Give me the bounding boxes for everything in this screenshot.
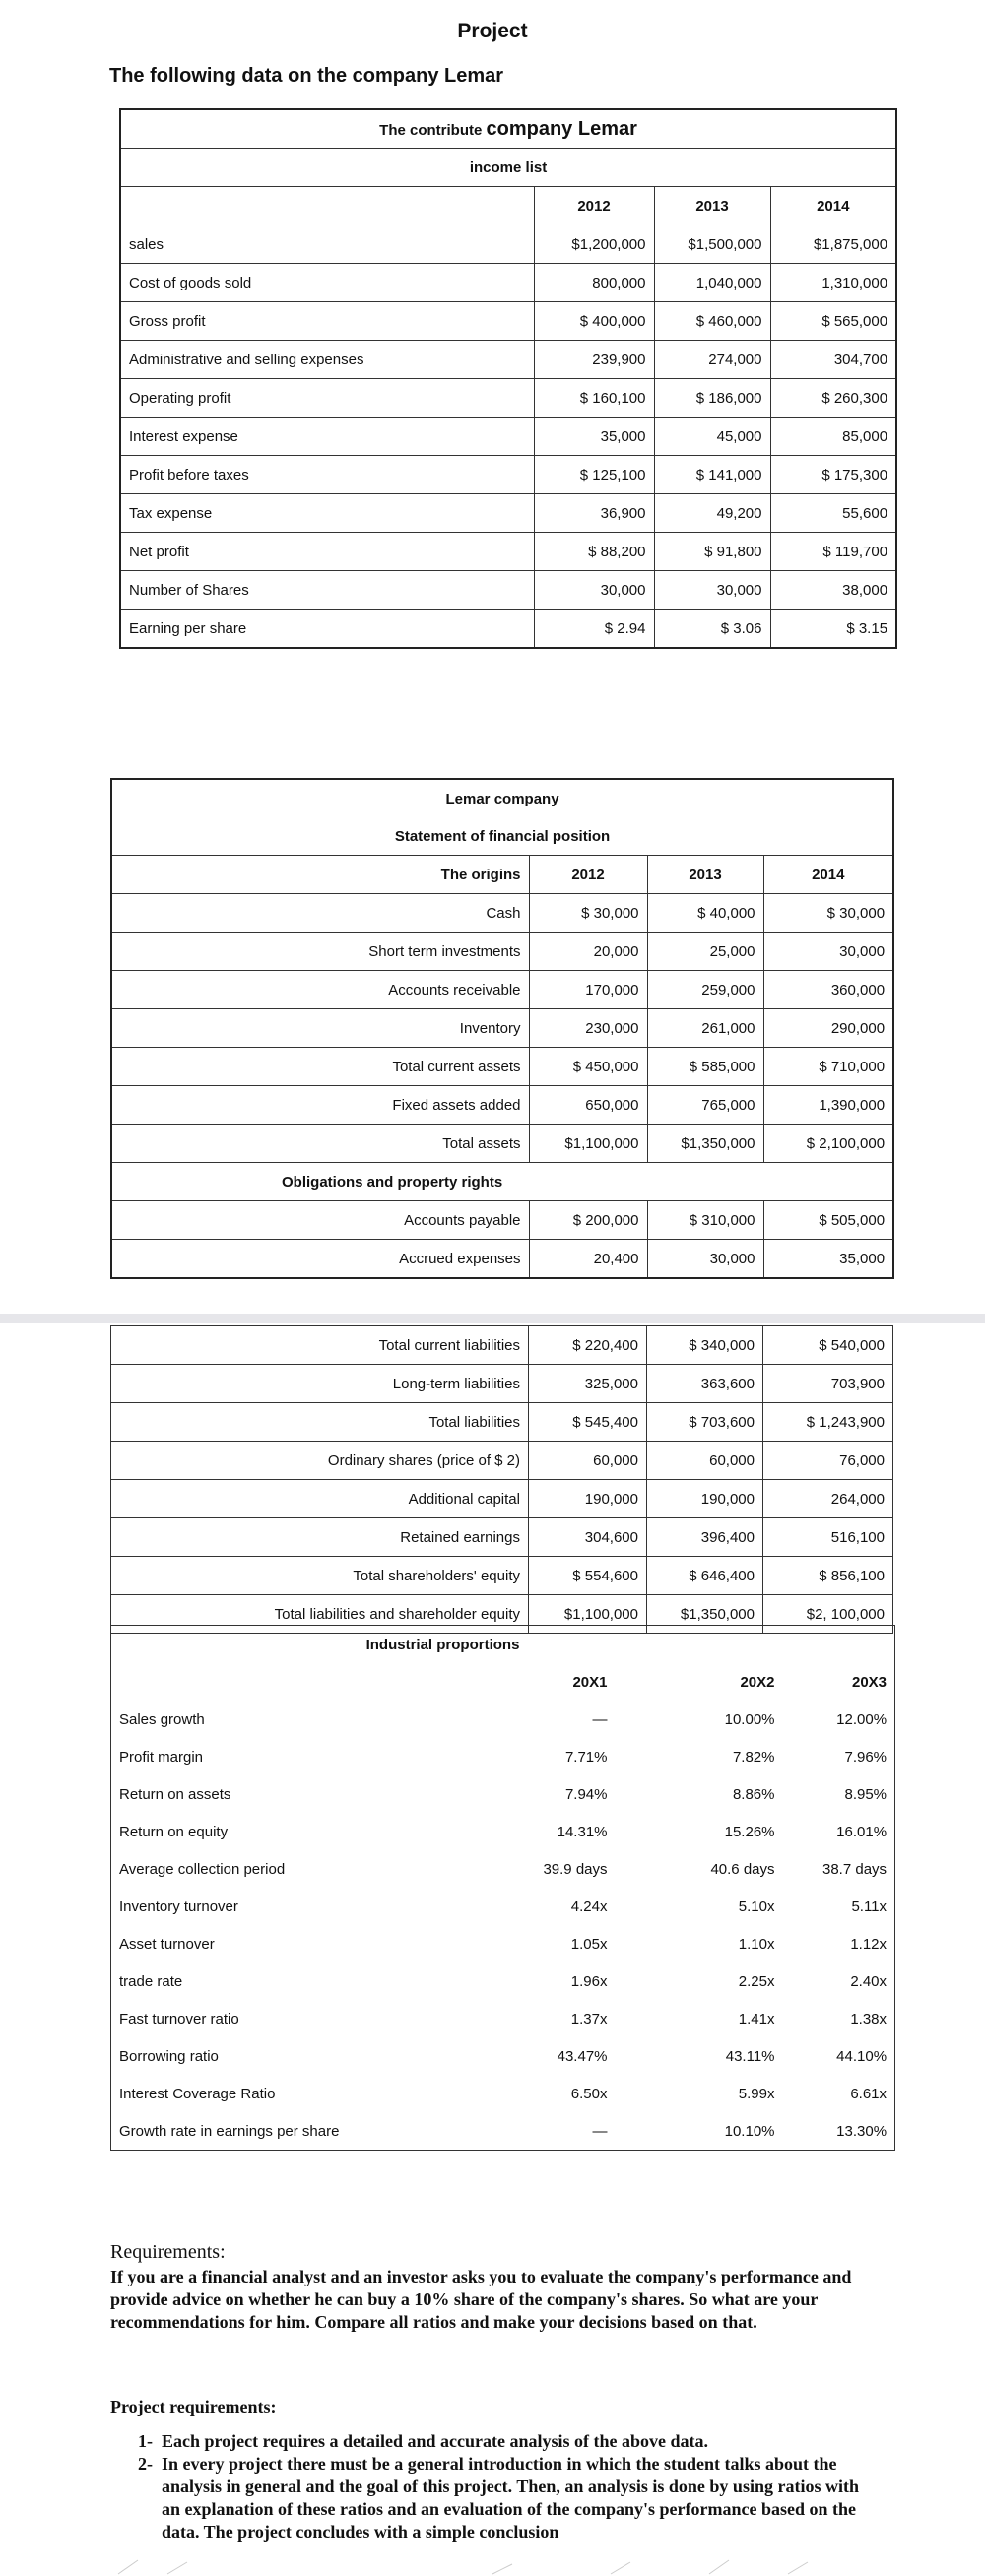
project-requirements-list	[138, 2430, 877, 2544]
equity-value: $ 340,000	[647, 1326, 763, 1365]
ratio-value: 4.24x	[570, 1898, 608, 1915]
ratio-value: 7.71%	[564, 1748, 608, 1766]
equity-label: Total liabilities	[111, 1403, 529, 1442]
ratio-value: 7.94%	[564, 1785, 608, 1803]
requirements-section	[110, 2241, 879, 2334]
income-row-value: $ 88,200	[534, 533, 654, 571]
asset-value: 230,000	[529, 1009, 647, 1048]
ratio-value: 2.40x	[850, 1972, 887, 1990]
income-row-value: $ 125,100	[534, 456, 654, 494]
asset-label: Fixed assets added	[111, 1086, 529, 1125]
ratio-row	[111, 1813, 895, 1850]
income-row-value: $ 565,000	[770, 302, 896, 341]
ratio-row	[111, 2112, 895, 2151]
equity-value: 190,000	[647, 1480, 763, 1518]
income-row-value: 1,040,000	[654, 264, 770, 302]
income-row-label: sales	[120, 225, 534, 264]
ratios-year-20X2: 20X2	[740, 1673, 775, 1691]
ratio-label: Interest Coverage Ratio	[119, 2085, 276, 2102]
income-row-value: $ 400,000	[534, 302, 654, 341]
equity-row	[111, 1365, 893, 1403]
ratio-label: Profit margin	[119, 1748, 204, 1766]
ratio-value: —	[592, 1710, 608, 1728]
obligations-heading: Obligations and property rights	[111, 1163, 893, 1201]
ratio-value: 14.31%	[557, 1823, 608, 1840]
income-row	[120, 456, 896, 494]
position-origins-label: The origins	[111, 856, 529, 894]
income-row-value: 35,000	[534, 418, 654, 456]
equity-value: $ 703,600	[647, 1403, 763, 1442]
income-row	[120, 494, 896, 533]
requirement-text: Each project requires a detailed and accurate analysis of the above data.	[162, 2431, 708, 2451]
asset-value: 259,000	[647, 971, 763, 1009]
asset-row	[111, 1125, 893, 1163]
ratio-value: 7.96%	[844, 1748, 887, 1766]
asset-row	[111, 1048, 893, 1086]
ratio-row	[111, 1701, 895, 1738]
ratios-years-row	[111, 1663, 895, 1701]
income-row-value: $ 175,300	[770, 456, 896, 494]
income-row-value: $ 3.06	[654, 610, 770, 649]
income-row-value: 30,000	[654, 571, 770, 610]
position-subheader-row	[111, 817, 893, 856]
asset-value: $ 30,000	[529, 894, 647, 933]
ratio-label: Fast turnover ratio	[119, 2010, 239, 2028]
requirements-text: If you are a financial analyst and an investor asks you to evaluate the company's performance and provide advice on whether he can buy a 10% share of the company's shares. So what are your recommendations for him. Compare all ratios and make your decisions based on that.	[110, 2267, 852, 2332]
income-header-company	[120, 109, 896, 149]
ratio-row	[111, 1963, 895, 2000]
income-row-value: 1,310,000	[770, 264, 896, 302]
asset-value: 290,000	[763, 1009, 893, 1048]
asset-label: Total current assets	[111, 1048, 529, 1086]
ratio-label: Asset turnover	[119, 1935, 215, 1953]
asset-row	[111, 894, 893, 933]
requirements-heading: Requirements:	[110, 2241, 226, 2263]
asset-label: Inventory	[111, 1009, 529, 1048]
ratio-value: 1.12x	[850, 1935, 887, 1953]
income-row-label: Tax expense	[120, 494, 534, 533]
asset-value: $ 710,000	[763, 1048, 893, 1086]
ratio-value: 8.86%	[732, 1785, 775, 1803]
requirement-number: 1-	[138, 2431, 153, 2451]
asset-value: 20,000	[529, 933, 647, 971]
asset-value: 261,000	[647, 1009, 763, 1048]
income-row	[120, 610, 896, 649]
liability-value: $ 505,000	[763, 1201, 893, 1240]
asset-label: Short term investments	[111, 933, 529, 971]
income-row-value: $ 160,100	[534, 379, 654, 418]
ratio-value: 1.05x	[570, 1935, 608, 1953]
liability-value: 35,000	[763, 1240, 893, 1279]
income-row-label: Number of Shares	[120, 571, 534, 610]
ratio-value: 12.00%	[836, 1710, 887, 1728]
asset-value: 25,000	[647, 933, 763, 971]
asset-value: $ 585,000	[647, 1048, 763, 1086]
equity-row	[111, 1326, 893, 1365]
asset-value: 650,000	[529, 1086, 647, 1125]
income-row-label: Net profit	[120, 533, 534, 571]
ratio-value: 13.30%	[836, 2122, 887, 2140]
income-row-label: Earning per share	[120, 610, 534, 649]
ratio-row	[111, 1888, 895, 1925]
income-row-label: Operating profit	[120, 379, 534, 418]
financial-position-continued-table	[110, 1325, 893, 1634]
income-row-value: 49,200	[654, 494, 770, 533]
position-years-row	[111, 856, 893, 894]
equity-value: 363,600	[647, 1365, 763, 1403]
income-row-value: 36,900	[534, 494, 654, 533]
income-row-label: Profit before taxes	[120, 456, 534, 494]
ratio-value: 1.41x	[738, 2010, 775, 2028]
ratio-value: 43.11%	[725, 2047, 775, 2065]
equity-value: 190,000	[529, 1480, 647, 1518]
equity-value: $ 540,000	[763, 1326, 893, 1365]
asset-value: $ 40,000	[647, 894, 763, 933]
equity-value: $ 856,100	[763, 1557, 893, 1595]
ratio-value: 10.10%	[724, 2122, 775, 2140]
asset-row	[111, 933, 893, 971]
income-row-value: $ 3.15	[770, 610, 896, 649]
liability-row	[111, 1240, 893, 1279]
equity-row	[111, 1557, 893, 1595]
income-row-value: 274,000	[654, 341, 770, 379]
asset-value: $ 2,100,000	[763, 1125, 893, 1163]
ratio-value: 7.82%	[732, 1748, 775, 1766]
asset-value: 765,000	[647, 1086, 763, 1125]
income-row-value: $ 460,000	[654, 302, 770, 341]
ratio-value: 15.26%	[724, 1823, 775, 1840]
income-row	[120, 571, 896, 610]
ratio-value: 43.47%	[557, 2047, 608, 2065]
liability-row	[111, 1201, 893, 1240]
requirement-text: In every project there must be a general introduction in which the student talks about the analysis in general and the goal of this project. Then, an analysis is done by using ratios with an explanation of these ratios and an evaluation of the company's performance based on the data. The project concludes with a simple conclusion	[162, 2454, 859, 2542]
equity-value: $2, 100,000	[763, 1595, 893, 1634]
liability-value: 30,000	[647, 1240, 763, 1279]
ratio-value: 6.50x	[570, 2085, 608, 2102]
income-statement-table	[119, 108, 897, 649]
income-row-label: Administrative and selling expenses	[120, 341, 534, 379]
income-row-label: Cost of goods sold	[120, 264, 534, 302]
equity-label: Total shareholders' equity	[111, 1557, 529, 1595]
equity-row	[111, 1403, 893, 1442]
income-row-value: 239,900	[534, 341, 654, 379]
liability-value: $ 200,000	[529, 1201, 647, 1240]
asset-label: Total assets	[111, 1125, 529, 1163]
income-row-value: $ 141,000	[654, 456, 770, 494]
income-row	[120, 341, 896, 379]
income-row-value: $ 119,700	[770, 533, 896, 571]
ratio-value: 40.6 days	[710, 1860, 775, 1878]
equity-label: Retained earnings	[111, 1518, 529, 1557]
ratio-label: Average collection period	[119, 1860, 286, 1878]
asset-row	[111, 1009, 893, 1048]
asset-value: 360,000	[763, 971, 893, 1009]
ratio-value: 10.00%	[724, 1710, 775, 1728]
ratio-label: Return on equity	[119, 1823, 229, 1840]
equity-value: 60,000	[529, 1442, 647, 1480]
equity-value: $1,350,000	[647, 1595, 763, 1634]
ratio-row	[111, 1850, 895, 1888]
asset-row	[111, 1086, 893, 1125]
ratio-row	[111, 1775, 895, 1813]
ratios-year-20X3: 20X3	[851, 1673, 887, 1691]
income-row-value: $ 2.94	[534, 610, 654, 649]
ratio-value: 5.10x	[738, 1898, 775, 1915]
asset-label: Accounts receivable	[111, 971, 529, 1009]
ratio-label: Growth rate in earnings per share	[119, 2122, 340, 2140]
asset-value: $ 30,000	[763, 894, 893, 933]
ratio-row	[111, 2075, 895, 2112]
position-header-statement: Statement of financial position	[394, 827, 611, 845]
income-row-value: $1,200,000	[534, 225, 654, 264]
equity-value: 76,000	[763, 1442, 893, 1480]
liability-label: Accounts payable	[111, 1201, 529, 1240]
ratio-label: Sales growth	[119, 1710, 205, 1728]
ratio-value: 38.7 days	[821, 1860, 887, 1878]
income-row-value: 304,700	[770, 341, 896, 379]
ratio-label: trade rate	[119, 1972, 183, 1990]
income-row	[120, 533, 896, 571]
equity-value: $1,100,000	[529, 1595, 647, 1634]
income-row-value: $ 186,000	[654, 379, 770, 418]
income-header-prefix: The contribute	[379, 121, 487, 139]
equity-row	[111, 1480, 893, 1518]
income-row	[120, 264, 896, 302]
asset-label: Cash	[111, 894, 529, 933]
equity-label: Ordinary shares (price of $ 2)	[111, 1442, 529, 1480]
ratio-row	[111, 1925, 895, 1963]
asset-value: 30,000	[763, 933, 893, 971]
ratio-value: 1.37x	[570, 2010, 608, 2028]
equity-value: 60,000	[647, 1442, 763, 1480]
position-year-2014: 2014	[763, 856, 893, 894]
position-header-company: Lemar company	[445, 790, 559, 807]
ratio-row	[111, 1738, 895, 1775]
income-row-value: 38,000	[770, 571, 896, 610]
liability-value: $ 310,000	[647, 1201, 763, 1240]
equity-value: $ 545,400	[529, 1403, 647, 1442]
asset-row	[111, 971, 893, 1009]
income-row-value: $1,500,000	[654, 225, 770, 264]
income-row	[120, 418, 896, 456]
asset-value: 1,390,000	[763, 1086, 893, 1125]
income-header-list: income list	[120, 149, 896, 187]
equity-value: 264,000	[763, 1480, 893, 1518]
ratio-row	[111, 2037, 895, 2075]
obligations-row	[111, 1163, 893, 1201]
liability-value: 20,400	[529, 1240, 647, 1279]
income-row-value: 85,000	[770, 418, 896, 456]
equity-label: Additional capital	[111, 1480, 529, 1518]
requirement-item	[138, 2453, 877, 2544]
equity-value: 325,000	[529, 1365, 647, 1403]
liability-label: Accrued expenses	[111, 1240, 529, 1279]
income-row-value: 800,000	[534, 264, 654, 302]
equity-value: 703,900	[763, 1365, 893, 1403]
equity-value: 516,100	[763, 1518, 893, 1557]
income-row-value: $1,875,000	[770, 225, 896, 264]
page-separator	[0, 1314, 985, 1323]
equity-label: Total current liabilities	[111, 1326, 529, 1365]
asset-value: $ 450,000	[529, 1048, 647, 1086]
income-row-value: 45,000	[654, 418, 770, 456]
income-year-2014: 2014	[770, 187, 896, 225]
income-year-2012: 2012	[534, 187, 654, 225]
ratio-value: 2.25x	[738, 1972, 775, 1990]
ratio-value: 1.38x	[850, 2010, 887, 2028]
ratio-label: Inventory turnover	[119, 1898, 238, 1915]
income-header-company-name: company Lemar	[486, 117, 637, 140]
asset-value: $1,100,000	[529, 1125, 647, 1163]
ratio-value: —	[592, 2122, 608, 2140]
requirement-number: 2-	[138, 2454, 153, 2474]
equity-value: 304,600	[529, 1518, 647, 1557]
income-years-row	[120, 187, 896, 225]
page-edge-marks	[98, 2556, 886, 2576]
project-requirements-heading: Project requirements:	[110, 2397, 277, 2416]
ratios-header: Industrial proportions	[365, 1636, 520, 1653]
income-header-row	[120, 109, 896, 149]
income-year-2013: 2013	[654, 187, 770, 225]
income-row	[120, 302, 896, 341]
equity-value: $ 220,400	[529, 1326, 647, 1365]
equity-value: $ 554,600	[529, 1557, 647, 1595]
income-row-label: Interest expense	[120, 418, 534, 456]
position-year-2012: 2012	[529, 856, 647, 894]
ratios-year-blank	[111, 1663, 466, 1701]
financial-position-table	[110, 778, 894, 1279]
ratio-label: Return on assets	[119, 1785, 231, 1803]
asset-value: $1,350,000	[647, 1125, 763, 1163]
ratio-value: 6.61x	[850, 2085, 887, 2102]
equity-value: 396,400	[647, 1518, 763, 1557]
ratio-value: 44.10%	[836, 2047, 887, 2065]
ratio-value: 39.9 days	[543, 1860, 608, 1878]
equity-label: Total liabilities and shareholder equity	[111, 1595, 529, 1634]
ratio-value: 1.96x	[570, 1972, 608, 1990]
position-year-2013: 2013	[647, 856, 763, 894]
equity-label: Long-term liabilities	[111, 1365, 529, 1403]
income-year-blank	[120, 187, 534, 225]
ratio-value: 16.01%	[836, 1823, 887, 1840]
position-header-row	[111, 779, 893, 817]
requirement-item	[138, 2430, 877, 2453]
ratios-year-20X1: 20X1	[572, 1673, 608, 1691]
equity-value: $ 1,243,900	[763, 1403, 893, 1442]
asset-value: 170,000	[529, 971, 647, 1009]
income-row-label: Gross profit	[120, 302, 534, 341]
intro-heading: The following data on the company Lemar	[109, 65, 504, 87]
income-row-value: $ 260,300	[770, 379, 896, 418]
income-row-value: 30,000	[534, 571, 654, 610]
equity-row	[111, 1518, 893, 1557]
page-title: Project	[457, 20, 528, 42]
equity-row	[111, 1442, 893, 1480]
income-row	[120, 225, 896, 264]
ratio-value: 8.95%	[844, 1785, 887, 1803]
ratio-value: 5.99x	[738, 2085, 775, 2102]
income-row-value: $ 91,800	[654, 533, 770, 571]
ratio-value: 1.10x	[738, 1935, 775, 1953]
income-subheader-row	[120, 149, 896, 187]
ratios-header-row	[111, 1626, 895, 1664]
income-row	[120, 379, 896, 418]
income-row-value: 55,600	[770, 494, 896, 533]
industry-ratios-table	[110, 1625, 895, 2151]
ratio-row	[111, 2000, 895, 2037]
equity-value: $ 646,400	[647, 1557, 763, 1595]
ratio-label: Borrowing ratio	[119, 2047, 219, 2065]
ratio-value: 5.11x	[851, 1898, 887, 1915]
